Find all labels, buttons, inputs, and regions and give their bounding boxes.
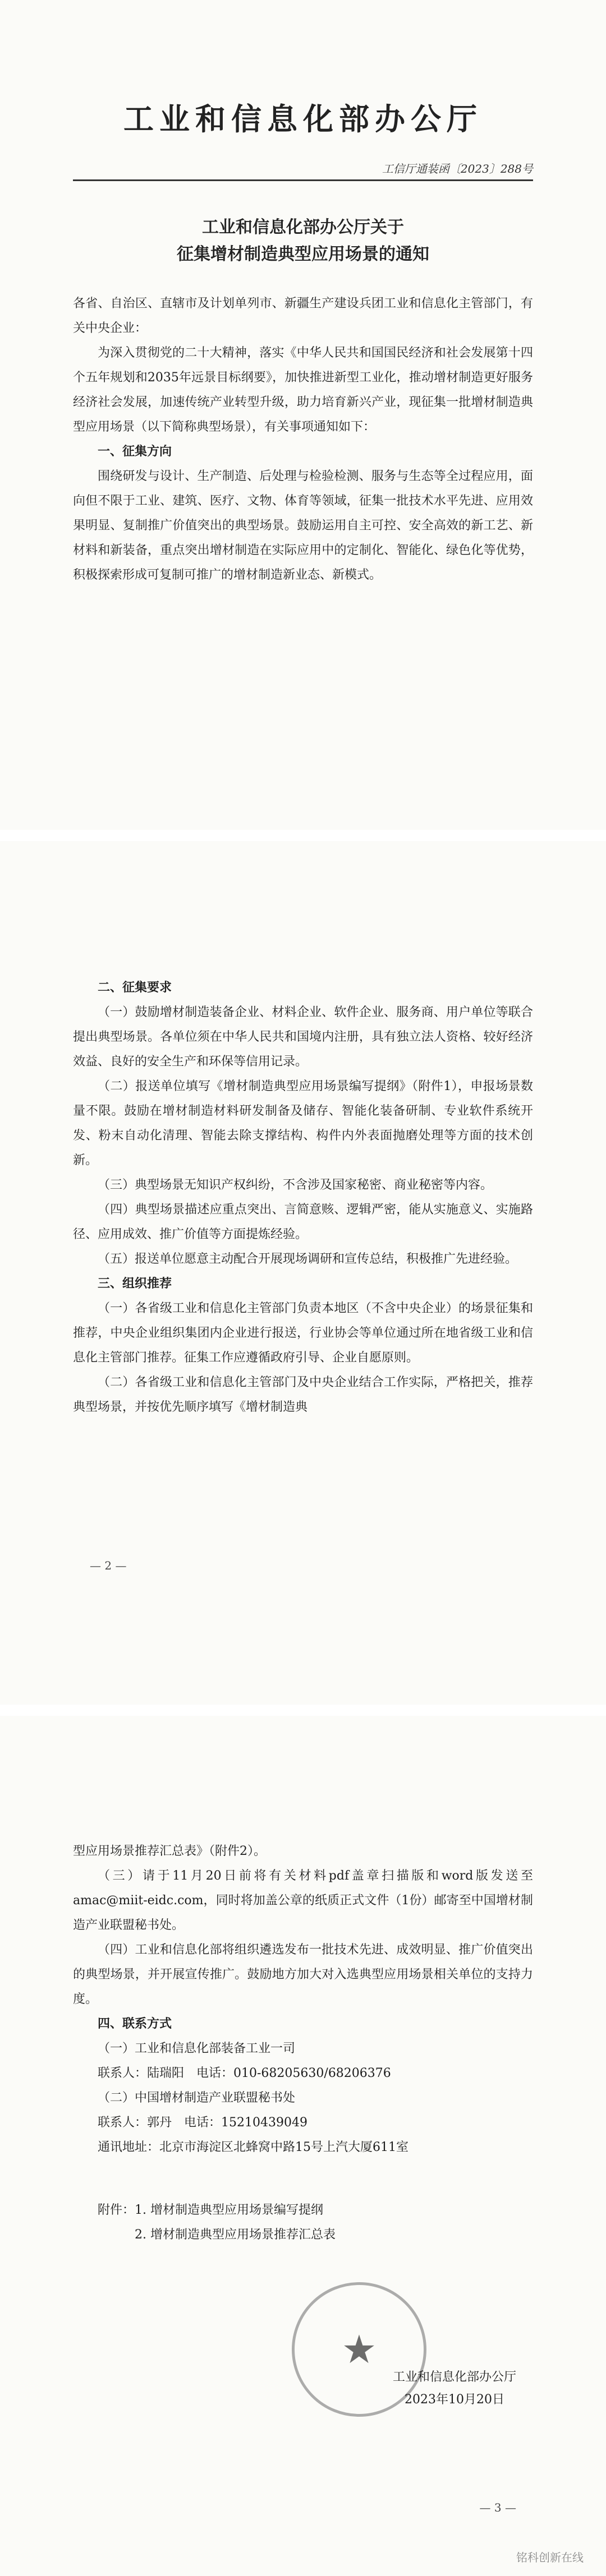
document-page-2: [0, 841, 606, 1705]
page-2-body: [73, 976, 533, 1420]
page-1-body: [73, 292, 533, 588]
signature-date: 2023年10月20日: [405, 2393, 504, 2407]
attachments-list: [73, 2198, 533, 2247]
attachment-2: 2. 增材制造典型应用场景推荐汇总表: [135, 2228, 336, 2242]
page-gap: [0, 1705, 606, 1716]
source-watermark: 铭科创新在线: [516, 2551, 584, 2564]
contact-1-person: 联系人：陆瑞阳 电话：010-68205630/68206376: [98, 2066, 391, 2080]
document-title-line-1: 工业和信息化部办公厅关于: [202, 218, 404, 237]
recommendation-3: （三）请于11月20日前将有关材料pdf盖章扫描版和word版发送至amac@miit-eidc.com，同时将加盖公章的纸质正式文件（1份）邮寄至中国增材制造产业联盟秘书处。: [73, 1869, 533, 1932]
signature-block: [393, 2366, 516, 2411]
attachment-1: 1. 增材制造典型应用场景编写提纲: [135, 2203, 324, 2217]
contact-2-person: 联系人：郭丹 电话：15210439049: [98, 2116, 307, 2130]
requirement-2: （二）报送单位填写《增材制造典型应用场景编写提纲》（附件1），申报场景数量不限。鼓励在增材制造材料研发制备及储存、智能化装备研制、专业软件系统开发、粉末自动化清理、智能去除支撑结构、构件内外表面抛磨处理等方面的技术创新。: [73, 1079, 533, 1167]
contact-2-org: （二）中国增材制造产业联盟秘书处: [98, 2091, 296, 2105]
page-number: — 3 —: [479, 2501, 516, 2514]
attachments-label: 附件：: [98, 2203, 135, 2217]
document-title-line-2: 征集增材制造典型应用场景的通知: [177, 244, 429, 264]
issuer-header: 工业和信息化部办公厅: [123, 101, 483, 137]
section-1-body: 围绕研发与设计、生产制造、后处理与检验检测、服务与生态等全过程应用，面向但不限于工业、建筑、医疗、文物、体育等领域，征集一批技术水平先进、应用效果明显、复制推广价值突出的典型场景。鼓励运用自主可控、安全高效的新工艺、新材料和新装备，重点突出增材制造在实际应用中的定制化、智能化、绿色化等优势，积极探索形成可复制可推广的增材制造新业态、新模式。: [73, 469, 533, 582]
section-4-heading: 四、联系方式: [98, 2017, 172, 2031]
star-icon: ★: [341, 2326, 377, 2372]
requirement-5: （五）报送单位愿意主动配合开展现场调研和宣传总结，积极推广先进经验。: [98, 1252, 518, 1266]
intro-paragraph: 为深入贯彻党的二十大精神，落实《中华人民共和国国民经济和社会发展第十四个五年规划和2035年远景目标纲要》，加快推进新型工业化，推动增材制造更好服务经济社会发展，加速传统产业转型升级，助力培育新兴产业，现征集一批增材制造典型应用场景（以下简称典型场景），有关事项通知如下：: [73, 346, 533, 434]
document-number: 工信厅通装函〔2023〕288号: [382, 162, 533, 176]
recommendation-1: （一）各省级工业和信息化主管部门负责本地区（不含中央企业）的场景征集和推荐，中央企业组织集团内企业进行报送，行业协会等单位通过所在地省级工业和信息化主管部门推荐。征集工作应遵循政府引导、企业自愿原则。: [73, 1301, 533, 1365]
requirement-4: （四）典型场景描述应重点突出、言简意赅、逻辑严密，能从实施意义、实施路径、应用成效、推广价值等方面提炼经验。: [73, 1203, 533, 1241]
section-1-heading: 一、征集方向: [98, 445, 172, 459]
recommendation-4: （四）工业和信息化部将组织遴选发布一批技术先进、成效明显、推广价值突出的典型场景，并开展宣传推广。鼓励地方加大对入选典型应用场景相关单位的支持力度。: [73, 1943, 533, 2006]
salutation: 各省、自治区、直辖市及计划单列市、新疆生产建设兵团工业和信息化主管部门，有关中央企业：: [73, 297, 533, 335]
page-number: — 2 —: [90, 1559, 127, 1572]
document-page-1: [0, 0, 606, 830]
page-3-body: [73, 1839, 533, 2160]
recommendation-2: （二）各省级工业和信息化主管部门及中央企业结合工作实际，严格把关，推荐典型场景，并按优先顺序填写《增材制造典: [73, 1375, 533, 1414]
recommendation-2-continued: 型应用场景推荐汇总表》（附件2）。: [73, 1844, 266, 1858]
section-2-heading: 二、征集要求: [98, 981, 172, 995]
section-3-heading: 三、组织推荐: [98, 1277, 172, 1291]
contact-1-org: （一）工业和信息化部装备工业一司: [98, 2042, 296, 2056]
page-gap: [0, 830, 606, 841]
document-page-3: [0, 1716, 606, 2576]
requirement-1: （一）鼓励增材制造装备企业、材料企业、软件企业、服务商、用户单位等联合提出典型场景。各单位须在中华人民共和国境内注册，具有独立法人资格、较好经济效益、良好的安全生产和环保等信用记录。: [73, 1005, 533, 1069]
requirement-3: （三）典型场景无知识产权纠纷，不含涉及国家秘密、商业秘密等内容。: [98, 1178, 493, 1192]
header-divider: [73, 179, 533, 181]
signature-issuer: 工业和信息化部办公厅: [392, 2370, 516, 2384]
contact-2-address: 通讯地址：北京市海淀区北蜂窝中路15号上汽大厦611室: [98, 2140, 408, 2154]
